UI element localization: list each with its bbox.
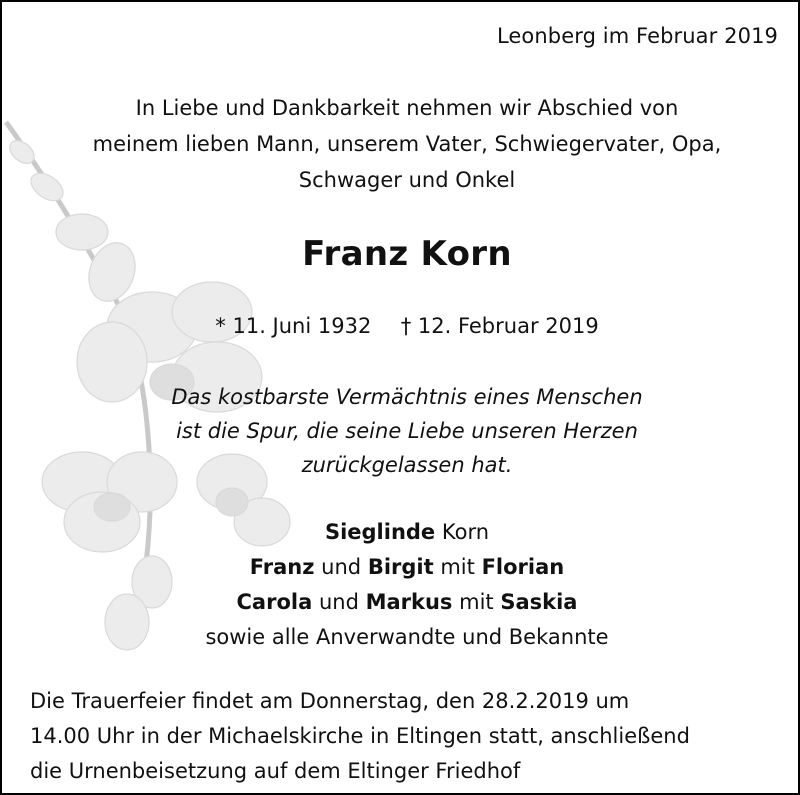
intro-text <box>2 90 800 198</box>
birth-date: 11. Juni 1932 <box>232 314 372 338</box>
family-name: Sieglinde <box>324 520 436 544</box>
intro-line: In Liebe und Dankbarkeit nehmen wir Abschied von <box>135 96 679 120</box>
quote-line: Das kostbarste Vermächtnis eines Menschen <box>171 385 643 409</box>
ceremony-line: 14.00 Uhr in der Michaelskirche in Eltingen statt, anschließend <box>30 724 690 748</box>
family-name: Birgit <box>367 555 434 579</box>
memorial-quote <box>2 380 800 482</box>
quote-line: zurückgelassen hat. <box>301 453 513 477</box>
family-name: Florian <box>481 555 565 579</box>
family-signatures <box>2 515 800 655</box>
family-row <box>2 515 800 550</box>
place-date: Leonberg im Februar 2019 <box>496 24 778 48</box>
family-row <box>2 585 800 620</box>
intro-line: meinem lieben Mann, unserem Vater, Schwiegervater, Opa, <box>92 132 722 156</box>
family-name: Franz <box>249 555 315 579</box>
family-text: mit <box>440 555 475 579</box>
family-text: und <box>318 590 359 614</box>
family-name: Carola <box>236 590 313 614</box>
family-text: mit <box>459 590 494 614</box>
family-text: und <box>321 555 362 579</box>
quote-line: ist die Spur, die seine Liebe unseren Herzen <box>176 419 638 443</box>
birth-symbol: * <box>215 314 226 338</box>
deceased-name: Franz Korn <box>302 234 512 274</box>
family-name: Markus <box>365 590 453 614</box>
ceremony-line: Die Trauerfeier findet am Donnerstag, den 28.2.2019 um <box>30 689 630 713</box>
ceremony-info <box>30 684 790 789</box>
life-dates <box>2 314 800 338</box>
death-date: 12. Februar 2019 <box>417 314 599 338</box>
ceremony-line: die Urnenbeisetzung auf dem Eltinger Friedhof <box>30 759 521 783</box>
family-row: sowie alle Anverwandte und Bekannte <box>205 625 609 649</box>
family-row <box>2 550 800 585</box>
death-cross-symbol: † <box>400 314 412 338</box>
family-text: Korn <box>441 520 490 544</box>
intro-line: Schwager und Onkel <box>298 168 516 192</box>
family-name: Saskia <box>500 590 578 614</box>
